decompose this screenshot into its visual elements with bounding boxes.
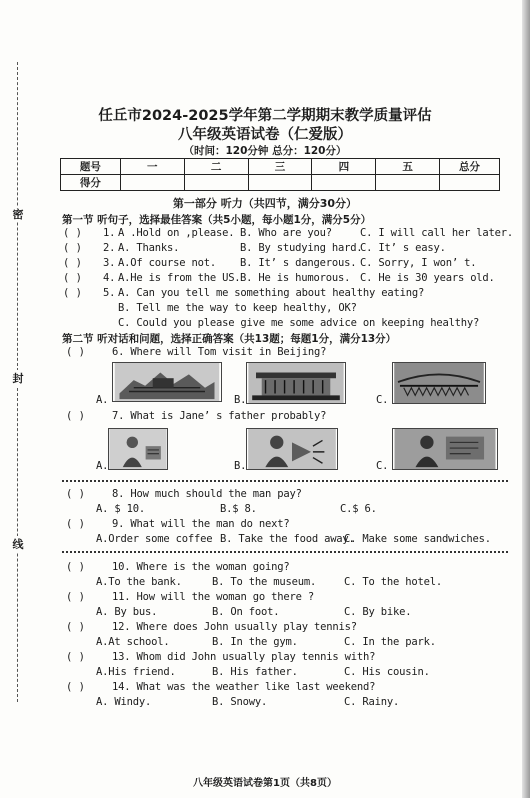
score-cell: 一 <box>120 159 184 175</box>
option-c: C. I will call her later. <box>360 227 514 239</box>
landmark-picture <box>113 363 221 401</box>
divider <box>62 480 508 482</box>
answer-blank[interactable]: ( ) <box>63 257 82 269</box>
score-cell: 总分 <box>440 159 500 175</box>
question-text: 9. What will the man do next? <box>112 518 290 530</box>
question-number: 4. <box>103 272 116 284</box>
score-cell: 五 <box>376 159 440 175</box>
option-a: A.Order some coffee <box>96 533 213 545</box>
picture-option-c[interactable] <box>392 362 486 404</box>
page-footer: 八年级英语试卷第1页（共8页） <box>193 778 337 789</box>
option-a: A.He is from the US. <box>118 272 241 284</box>
answer-blank[interactable]: ( ) <box>66 651 85 663</box>
exam-title-line2: 八年级英语试卷（仁爱版） <box>178 127 352 143</box>
score-table <box>60 158 500 191</box>
option-a: A. $ 10. <box>96 503 145 515</box>
answer-blank[interactable]: ( ) <box>66 681 85 693</box>
exam-time-info: （时间：120分钟 总分：120分） <box>183 145 347 157</box>
option-c: C. It’ s easy. <box>360 242 446 254</box>
option-b: B. By studying hard. <box>240 242 363 254</box>
score-input-cell[interactable] <box>184 175 248 191</box>
question-text: 6. Where will Tom visit in Beijing? <box>112 346 327 358</box>
option-b: B. Take the food away. <box>220 533 355 545</box>
score-cell: 题号 <box>61 159 121 175</box>
option-a: A.Of course not. <box>118 257 216 269</box>
option-b: B. Who are you? <box>240 227 332 239</box>
option-c: C. Could you please give me some advice on keeping healthy? <box>118 317 480 329</box>
picture-option-b[interactable] <box>246 428 338 470</box>
option-b: B. It’ s dangerous. <box>240 257 357 269</box>
score-input-cell[interactable] <box>248 175 312 191</box>
option-a: A. Can you tell me something about healthy eating? <box>118 287 425 299</box>
section2-title: 第二节 听对话和问题，选择正确答案（共13题；每题1分，满分13分） <box>62 333 397 345</box>
score-table-header-row <box>61 159 500 175</box>
divider <box>62 551 508 553</box>
score-input-cell[interactable] <box>440 175 500 191</box>
score-input-cell[interactable] <box>312 175 376 191</box>
option-b: B. He is humorous. <box>240 272 351 284</box>
question-text: 12. Where does John usually play tennis? <box>112 621 357 633</box>
job-picture <box>109 429 167 469</box>
option-c: C. Sorry, I won’ t. <box>360 257 477 269</box>
section1-title: 第一节 听句子，选择最佳答案（共5小题，每小题1分，满分5分） <box>62 214 372 226</box>
option-c: C. By bike. <box>344 606 412 618</box>
option-c: C. To the hotel. <box>344 576 442 588</box>
option-b: B. Tell me the way to keep healthy, OK? <box>118 302 357 314</box>
option-c: C. Make some sandwiches. <box>344 533 491 545</box>
option-c: C. He is 30 years old. <box>360 272 495 284</box>
option-a: A.At school. <box>96 636 170 648</box>
picture-label-a: A. <box>96 394 109 406</box>
option-a: A. Windy. <box>96 696 152 708</box>
question-number: 3. <box>103 257 116 269</box>
seal-mark-xian: 线 <box>7 536 29 552</box>
question-text: 7. What is Jane’ s father probably? <box>112 410 327 422</box>
answer-blank[interactable]: ( ) <box>66 561 85 573</box>
option-a: A. Thanks. <box>118 242 180 254</box>
picture-label-a: A. <box>96 460 109 472</box>
question-number: 2. <box>103 242 116 254</box>
option-a: A .Hold on ,please. <box>118 227 235 239</box>
landmark-picture <box>247 363 345 403</box>
option-b: B. To the museum. <box>212 576 317 588</box>
landmark-picture <box>393 363 485 403</box>
option-a: A. By bus. <box>96 606 158 618</box>
picture-label-b: B. <box>234 394 247 406</box>
part1-title: 第一部分 听力（共四节，满分30分） <box>172 197 358 210</box>
seal-mark-mi: 密 <box>7 206 29 222</box>
answer-blank[interactable]: ( ) <box>66 591 85 603</box>
option-a: A.His friend. <box>96 666 176 678</box>
score-input-cell[interactable] <box>120 175 184 191</box>
answer-blank[interactable]: ( ) <box>63 272 82 284</box>
answer-blank[interactable]: ( ) <box>66 488 85 500</box>
job-picture <box>393 429 497 469</box>
option-c: C. His cousin. <box>344 666 430 678</box>
question-number: 5. <box>103 287 116 299</box>
score-cell: 二 <box>184 159 248 175</box>
score-cell: 四 <box>312 159 376 175</box>
option-b: B.$ 8. <box>220 503 257 515</box>
score-cell: 三 <box>248 159 312 175</box>
answer-blank[interactable]: ( ) <box>63 227 82 239</box>
question-text: 8. How much should the man pay? <box>112 488 302 500</box>
question-text: 14. What was the weather like last weekend? <box>112 681 376 693</box>
answer-blank[interactable]: ( ) <box>66 518 85 530</box>
picture-label-c: C. <box>376 394 389 406</box>
job-picture <box>247 429 337 469</box>
score-table-score-row <box>61 175 500 191</box>
answer-blank[interactable]: ( ) <box>63 242 82 254</box>
picture-label-b: B. <box>234 460 247 472</box>
answer-blank[interactable]: ( ) <box>66 346 85 358</box>
answer-blank[interactable]: ( ) <box>66 410 85 422</box>
answer-blank[interactable]: ( ) <box>63 287 82 299</box>
option-b: B. On foot. <box>212 606 280 618</box>
option-b: B. Snowy. <box>212 696 268 708</box>
score-input-cell[interactable] <box>376 175 440 191</box>
picture-option-b[interactable] <box>246 362 346 404</box>
option-c: C. In the park. <box>344 636 436 648</box>
answer-blank[interactable]: ( ) <box>66 621 85 633</box>
option-b: B. His father. <box>212 666 298 678</box>
score-cell: 得分 <box>61 175 121 191</box>
picture-option-c[interactable] <box>392 428 498 470</box>
option-b: B. In the gym. <box>212 636 298 648</box>
question-number: 1. <box>103 227 116 239</box>
picture-option-a[interactable] <box>112 362 222 402</box>
exam-title-line1: 任丘市2024-2025学年第二学期期末教学质量评估 <box>98 108 432 124</box>
question-text: 13. Whom did John usually play tennis with? <box>112 651 376 663</box>
picture-option-a[interactable] <box>108 428 168 470</box>
option-c: C. Rainy. <box>344 696 400 708</box>
question-text: 10. Where is the woman going? <box>112 561 290 573</box>
question-text: 11. How will the woman go there ? <box>112 591 315 603</box>
option-a: A.To the bank. <box>96 576 182 588</box>
picture-label-c: C. <box>376 460 389 472</box>
option-c: C.$ 6. <box>340 503 377 515</box>
seal-mark-feng: 封 <box>7 370 29 386</box>
